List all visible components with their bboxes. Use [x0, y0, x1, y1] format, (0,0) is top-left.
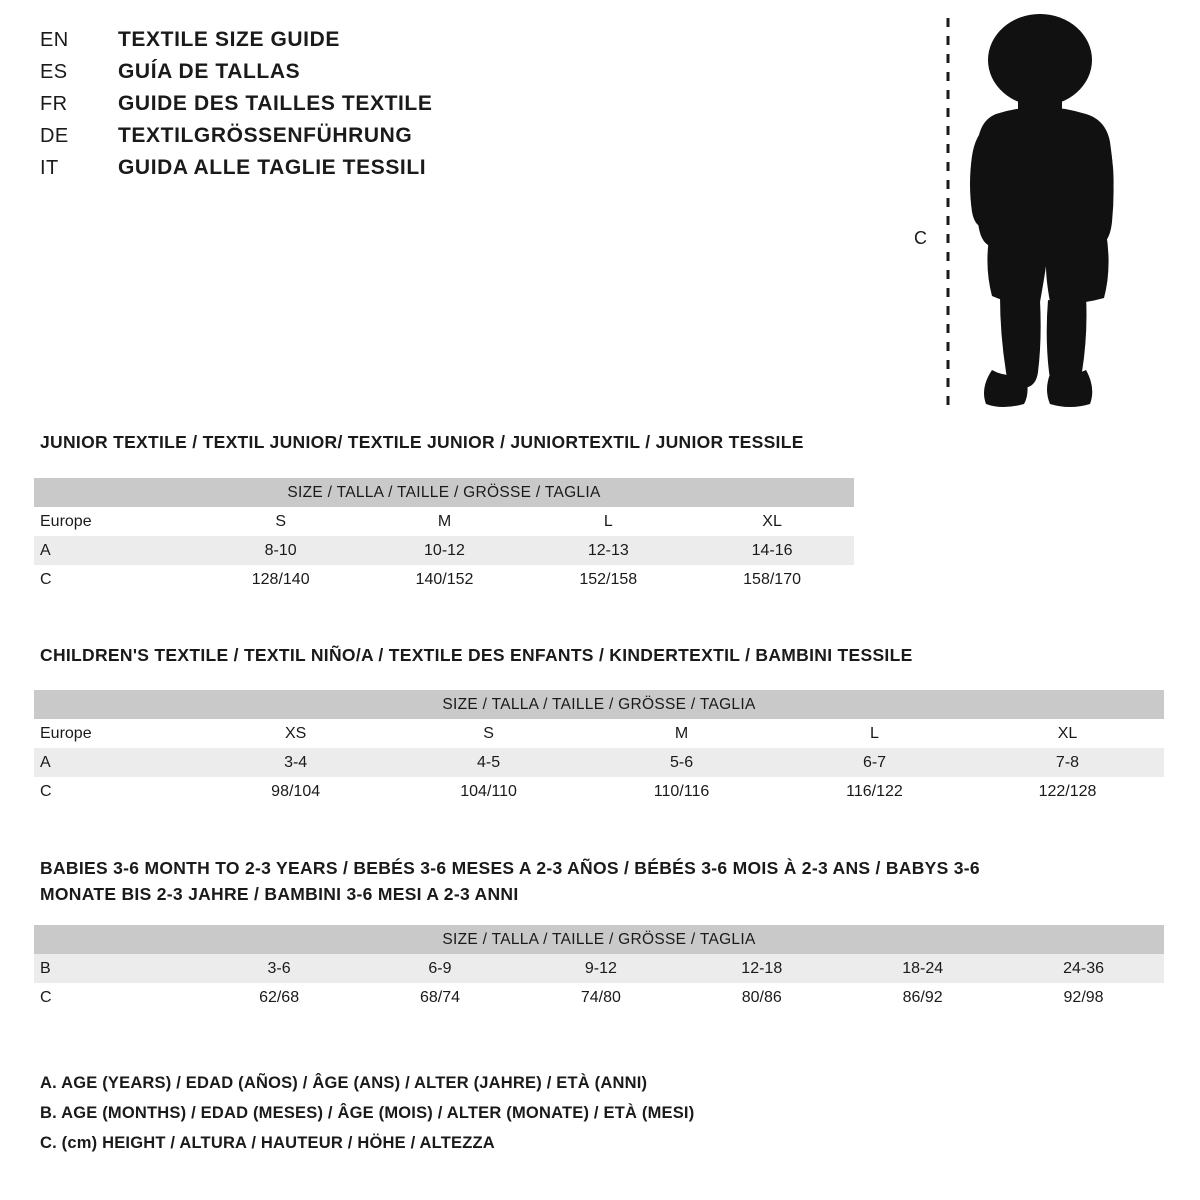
language-row-es — [40, 60, 660, 92]
cell-value: 98/104 — [199, 777, 392, 806]
size-header: XS — [199, 719, 392, 748]
cell-value: 5-6 — [585, 748, 778, 777]
cell-value: 7-8 — [971, 748, 1164, 777]
language-title: GUÍA DE TALLAS — [118, 60, 301, 83]
size-header: L — [778, 719, 971, 748]
cell-value: 86/92 — [842, 983, 1003, 1012]
size-header: XL — [690, 507, 854, 536]
height-figure — [900, 10, 1160, 420]
cell-value: 92/98 — [1003, 983, 1164, 1012]
language-row-de — [40, 124, 660, 156]
size-header: M — [585, 719, 778, 748]
table-band-row — [34, 690, 1164, 719]
language-title: GUIDE DES TAILLES TEXTILE — [118, 92, 433, 115]
cell-value: 128/140 — [199, 565, 363, 594]
language-code: ES — [40, 61, 68, 83]
cell-value: 6-9 — [360, 954, 521, 983]
junior-size-table — [34, 478, 854, 594]
table-row — [34, 565, 854, 594]
language-row-it — [40, 156, 660, 188]
cell-value: 110/116 — [585, 777, 778, 806]
language-title-list — [40, 28, 660, 188]
table-header-row — [34, 719, 1164, 748]
language-code: EN — [40, 29, 69, 51]
footnote-list — [40, 1068, 1040, 1158]
cell-value: 18-24 — [842, 954, 1003, 983]
cell-value: 9-12 — [520, 954, 681, 983]
row-label: B — [34, 954, 199, 983]
cell-value: 3-6 — [199, 954, 360, 983]
language-title: GUIDA ALLE TAGLIE TESSILI — [118, 156, 427, 179]
cell-value: 6-7 — [778, 748, 971, 777]
cell-value: 24-36 — [1003, 954, 1164, 983]
cell-value: 80/86 — [681, 983, 842, 1012]
table-header-row — [34, 507, 854, 536]
language-code: IT — [40, 157, 59, 179]
cell-value: 74/80 — [520, 983, 681, 1012]
table-row — [34, 536, 854, 565]
language-title: TEXTILGRÖSSENFÜHRUNG — [118, 124, 413, 147]
height-marker-label: C — [914, 228, 927, 248]
row-label: C — [34, 565, 199, 594]
footnote-a: A. AGE (YEARS) / EDAD (AÑOS) / ÂGE (ANS) / ALTER (JAHRE) / ETÀ (ANNI) — [40, 1074, 648, 1092]
band-label: SIZE / TALLA / TAILLE / GRÖSSE / TAGLIA — [34, 478, 854, 507]
cell-value: 152/158 — [526, 565, 690, 594]
section-title-junior: JUNIOR TEXTILE / TEXTIL JUNIOR/ TEXTILE JUNIOR / JUNIORTEXTIL / JUNIOR TESSILE — [40, 432, 804, 452]
cell-value: 12-18 — [681, 954, 842, 983]
cell-value: 62/68 — [199, 983, 360, 1012]
language-row-fr — [40, 92, 660, 124]
cell-value: 14-16 — [690, 536, 854, 565]
table-row — [34, 777, 1164, 806]
size-header: S — [199, 507, 363, 536]
babies-size-table — [34, 925, 1164, 1012]
children-size-table — [34, 690, 1164, 806]
table-row — [34, 983, 1164, 1012]
cell-value: 3-4 — [199, 748, 392, 777]
size-header: L — [526, 507, 690, 536]
cell-value: 10-12 — [363, 536, 527, 565]
row-label: A — [34, 748, 199, 777]
row-label: C — [34, 983, 199, 1012]
cell-value: 158/170 — [690, 565, 854, 594]
section-title-babies: BABIES 3-6 MONTH TO 2-3 YEARS / BEBÉS 3-6 MESES A 2-3 AÑOS / BÉBÉS 3-6 MOIS À 2-3 ANS / BABYS 3-6 MONATE BIS 2-3 JAHRE / BAMBINI 3-6 MESI A 2-3 ANNI — [40, 858, 980, 904]
row-header-label: Europe — [34, 507, 199, 536]
language-code: DE — [40, 125, 69, 147]
child-silhouette-icon — [900, 10, 1160, 420]
row-header-label: Europe — [34, 719, 199, 748]
cell-value: 104/110 — [392, 777, 585, 806]
table-row — [34, 954, 1164, 983]
table-band-row — [34, 925, 1164, 954]
cell-value: 116/122 — [778, 777, 971, 806]
cell-value: 4-5 — [392, 748, 585, 777]
row-label: A — [34, 536, 199, 565]
language-code: FR — [40, 93, 68, 115]
band-label: SIZE / TALLA / TAILLE / GRÖSSE / TAGLIA — [34, 690, 1164, 719]
size-header: XL — [971, 719, 1164, 748]
section-title-children: CHILDREN'S TEXTILE / TEXTIL NIÑO/A / TEXTILE DES ENFANTS / KINDERTEXTIL / BAMBINI TESSILE — [40, 645, 913, 665]
table-band-row — [34, 478, 854, 507]
footnote-b: B. AGE (MONTHS) / EDAD (MESES) / ÂGE (MOIS) / ALTER (MONATE) / ETÀ (MESI) — [40, 1104, 695, 1122]
band-label: SIZE / TALLA / TAILLE / GRÖSSE / TAGLIA — [34, 925, 1164, 954]
size-header: M — [363, 507, 527, 536]
table-row — [34, 748, 1164, 777]
cell-value: 12-13 — [526, 536, 690, 565]
row-label: C — [34, 777, 199, 806]
cell-value: 8-10 — [199, 536, 363, 565]
footnote-c: C. (cm) HEIGHT / ALTURA / HAUTEUR / HÖHE / ALTEZZA — [40, 1134, 495, 1152]
language-row-en — [40, 28, 660, 60]
cell-value: 140/152 — [363, 565, 527, 594]
cell-value: 122/128 — [971, 777, 1164, 806]
cell-value: 68/74 — [360, 983, 521, 1012]
language-title: TEXTILE SIZE GUIDE — [118, 28, 340, 51]
size-header: S — [392, 719, 585, 748]
